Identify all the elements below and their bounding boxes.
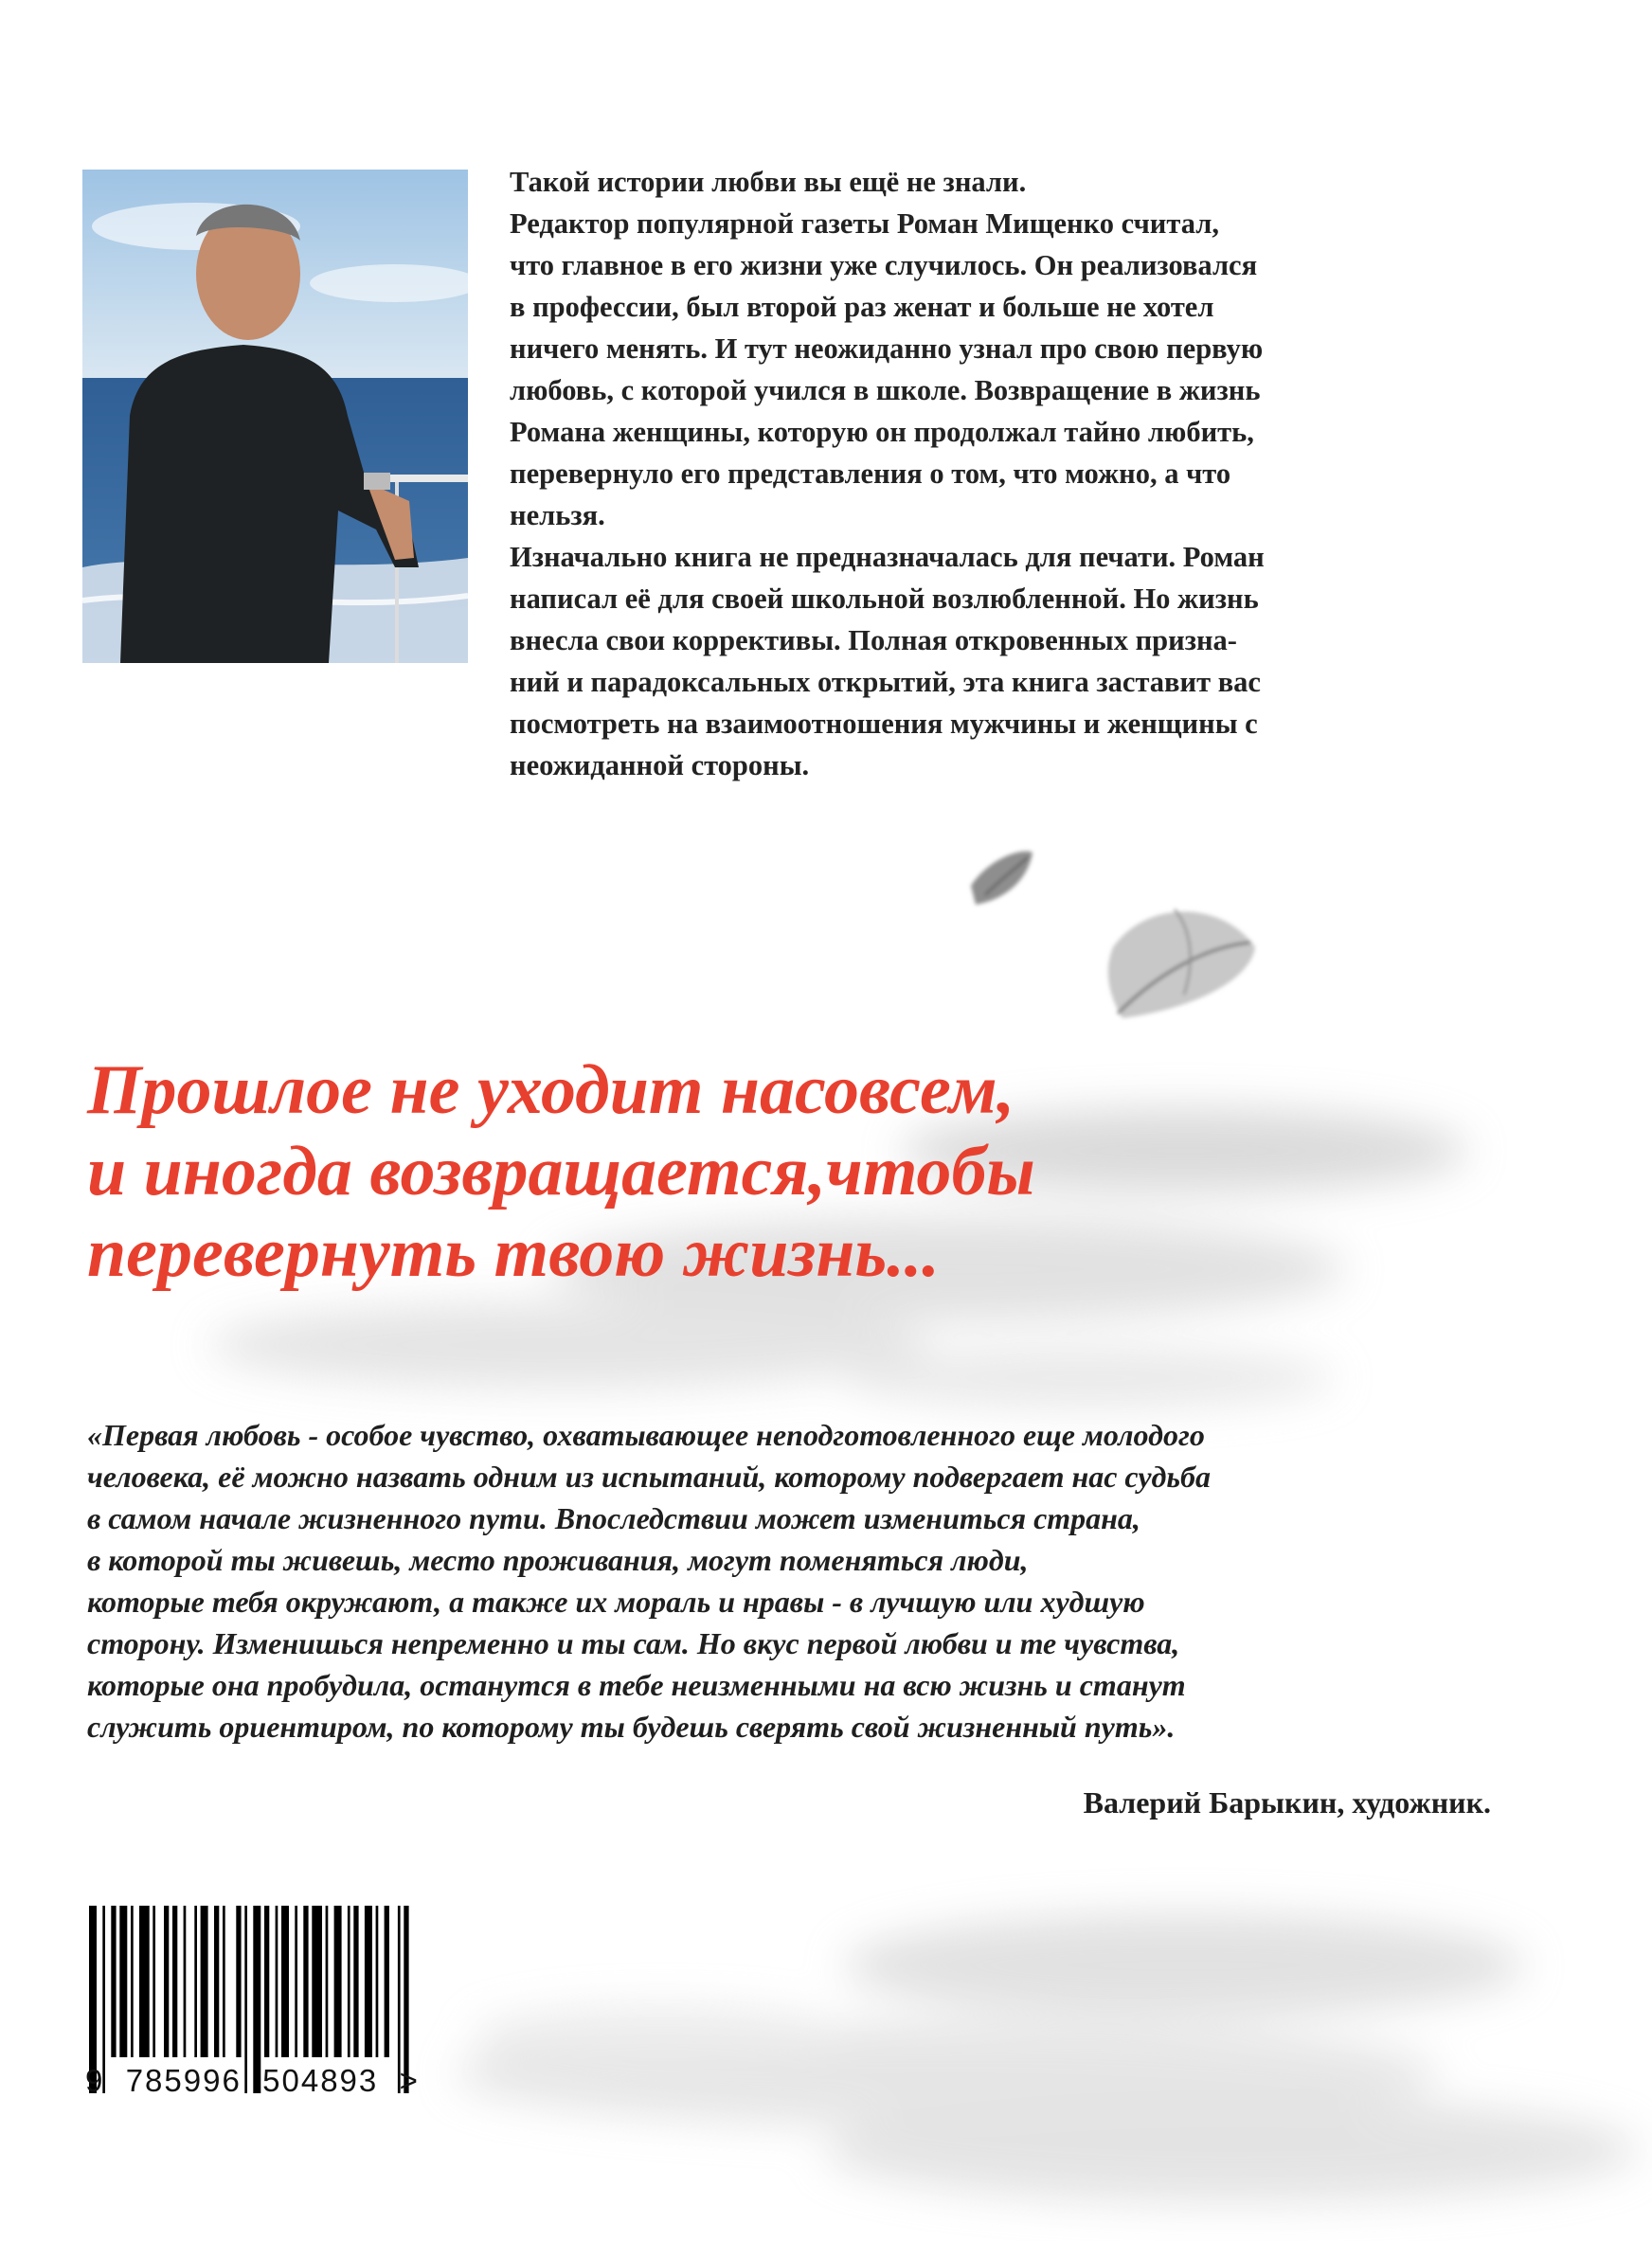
leaf-small <box>971 852 1032 905</box>
blurb-line: посмотреть на взаимоотношения мужчины и женщины с <box>510 708 1258 740</box>
barcode-bar <box>139 1906 150 2057</box>
blurb-line: в профессии, был второй раз женат и больше не хотел <box>510 291 1214 323</box>
blurb-line: Романа женщины, которую он продолжал тайно любить, <box>510 416 1254 448</box>
barcode-bar <box>184 1906 187 2057</box>
blurb-line: внесла свои коррективы. Полная откровенных призна- <box>510 624 1237 656</box>
blurb-line: Изначально книга не предназначалась для печати. Роман <box>510 541 1265 573</box>
barcode-bar <box>365 1906 372 2057</box>
barcode-bar <box>164 1906 169 2057</box>
barcode-bar <box>312 1906 322 2057</box>
tagline-line: и иногда возвращается,чтобы <box>87 1133 1035 1210</box>
quote-author: Валерий Барыкин, художник. <box>1083 1785 1491 1820</box>
barcode-bar <box>131 1906 134 2057</box>
quote-line: человека, её можно назвать одним из испытаний, которому подвергает нас судьба <box>87 1460 1211 1494</box>
author-photo-image <box>82 170 468 663</box>
leaf-large <box>1108 909 1255 1018</box>
barcode-bar <box>153 1906 155 2057</box>
barcode-bar <box>353 1906 358 2057</box>
quote-line: «Первая любовь - особое чувство, охватывающее неподготовленного еще молодого <box>87 1418 1205 1452</box>
barcode-bar <box>326 1906 329 2057</box>
blurb-line: нельзя. <box>510 499 605 531</box>
tagline-line: Прошлое не уходит насовсем, <box>87 1051 1015 1129</box>
barcode-bar <box>214 1906 219 2057</box>
quote-line: которые она пробудила, останутся в тебе неизменными на всю жизнь и станут <box>87 1668 1186 1702</box>
blurb-line: ний и парадоксальных открытий, эта книга заставит вас <box>510 666 1261 698</box>
blurb-line: неожиданной стороны. <box>510 749 810 781</box>
barcode-bar <box>348 1906 350 2057</box>
barcode-bar <box>194 1906 197 2057</box>
barcode-bar <box>276 1906 278 2057</box>
quote-line: служить ориентиром, по которому ты будешь сверять свой жизненный путь». <box>87 1710 1176 1744</box>
barcode-bar <box>201 1906 208 2057</box>
blurb-line: что главное в его жизни уже случилось. Он реализовался <box>510 249 1258 281</box>
isbn-barcode-digits: 9 785996 504893 > <box>85 2063 420 2098</box>
cloud-wash-lower <box>455 1913 1639 2202</box>
blurb-line: написал её для своей школьной возлюбленной. Но жизнь <box>510 583 1259 615</box>
quote-line: сторону. Изменишься непременно и ты сам. Но вкус первой любви и те чувства, <box>87 1626 1180 1660</box>
barcode-bar <box>236 1906 241 2057</box>
barcode-bar <box>303 1906 308 2057</box>
barcode-bar <box>223 1906 225 2057</box>
barcode-bar <box>376 1906 379 2057</box>
quote-line: в которой ты живешь, место проживания, могут поменяться люди, <box>87 1543 1029 1577</box>
quote-line: в самом начале жизненного пути. Впоследствии может измениться страна, <box>87 1501 1140 1535</box>
tagline-line: перевернуть твою жизнь... <box>87 1214 940 1292</box>
book-blurb <box>510 161 1457 786</box>
barcode-bar <box>172 1906 177 2057</box>
testimonial-quote <box>87 1414 1508 1748</box>
barcode-bar <box>385 1906 389 2057</box>
barcode-bar <box>264 1906 269 2057</box>
blurb-line: любовь, с которой учился в школе. Возвращение в жизнь <box>510 374 1261 406</box>
blurb-line: Такой истории любви вы ещё не знали. <box>510 166 1027 198</box>
blurb-line: Редактор популярной газеты Роман Мищенко считал, <box>510 207 1219 240</box>
barcode-bar <box>334 1906 342 2057</box>
barcode-bar <box>119 1906 127 2057</box>
tagline <box>87 1049 1603 1294</box>
blurb-line: перевернуло его представления о том, что можно, а что <box>510 457 1231 490</box>
quote-line: которые тебя окружают, а также их мораль и нравы - в лучшую или худшую <box>87 1585 1145 1619</box>
barcode-bar <box>111 1906 116 2057</box>
barcode-bar <box>281 1906 289 2057</box>
barcode-bar <box>295 1906 297 2057</box>
blurb-line: ничего менять. И тут неожиданно узнал про свою первую <box>510 332 1264 365</box>
author-photo <box>82 170 468 663</box>
